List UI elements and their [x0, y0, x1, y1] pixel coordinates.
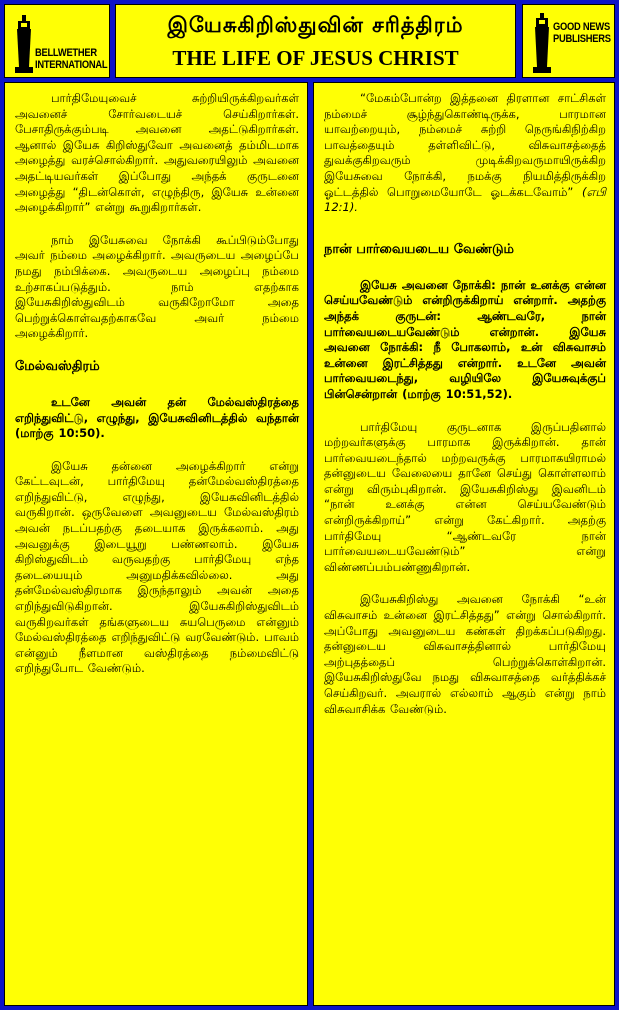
- right-column: [313, 82, 615, 1006]
- logo-left-text: BELLWETHER INTERNATIONAL: [35, 47, 108, 71]
- right-paragraph-3: பார்திமேயு குருடனாக இருப்பதினால் மற்றவர்களுக்கு பாரமாக இருக்கிறான். தான் பார்வையடைந்தால் மற்றவருக்கு பாரமாகயிராமல் தன்னுடைய வேலையை தானே செய்து கொள்ளலாம் என்று விரும்புகிறான். இயேசுகிறிஸ்து இவனிடம் “நான் உனக்கு என்ன செய்யவேண்டும் என்றிருக்கிறாய்” என்று கேட்கிறார். அதற்கு பார்திமேயு “ஆண்டவரே நான் பார்வையடையவேண்டும்” என்று விண்ணப்பம்பண்ணுகிறான்.: [324, 419, 606, 574]
- scripture-quote-mark-10-51: இயேசு அவனை நோக்கி: நான் உனக்கு என்ன செய்யவேண்டும் என்றிருக்கிறாய் என்றார். அதற்கு அந்தக் குருடன்: ஆண்டவரே, நான் பார்வையடையவேண்டும் என்றான். இயேசு அவனை நோக்கி: நீ போகலாம், உன் விசுவாசம் உன்னை இரட்சித்தது என்றார். உடனே அவன் பார்வையடைந்து, வழியிலே இயேசுவுக்குப் பின்சென்றான் (மாற்கு 10:51,52).: [324, 277, 606, 401]
- left-paragraph-2: நாம் இயேசுவை நோக்கி கூப்பிடும்போது அவர் நம்மை அழைக்கிறார். அவருடைய அழைப்பே நமது நம்பிக்கை. அவருடைய அழைப்பு நம்மை உற்சாகப்படுத்தும். நாம் எதற்காக இயேசுகிறிஸ்துவிடம் வருகிறோமோ அதை பெற்றுக்கொள்வதற்காகவே அவர் நம்மை அழைக்கிறார்.: [15, 232, 299, 341]
- section-heading-robe: மேல்வஸ்திரம்: [15, 358, 100, 374]
- good-news-publishers-logo: [522, 4, 615, 78]
- tower-icon: [533, 13, 551, 73]
- right-paragraph-4: இயேசுகிறிஸ்து அவனை நோக்கி “உன் விசுவாசம் உன்னை இரட்சித்தது” என்று சொல்கிறார். அப்போது அவனுடைய கண்கள் திறக்கப்படுகிறது. தன்னுடைய விசுவாசத்தினால் பார்திமேயு அற்புதத்தைப் பெற்றுக்கொள்கிறான். இயேசுகிறிஸ்துவே நமது விசுவாசத்தை வர்த்திக்கச் செய்கிறவர். அவரால் எல்லாம் ஆகும் என்று நாம் விசுவாசிக்க வேண்டும்.: [324, 592, 606, 716]
- logo-right-text: GOOD NEWS PUBLISHERS: [553, 21, 611, 45]
- scripture-quote-mark-10-50: உடனே அவன் தன் மேல்வஸ்திரத்தை எறிந்துவிட்டு, எழுந்து, இயேசுவினிடத்தில் வந்தான் (மாற்கு 10:50).: [15, 394, 299, 441]
- section-heading-sight: நான் பார்வையடைய வேண்டும்: [324, 241, 515, 257]
- bellwether-logo: [4, 4, 110, 78]
- left-paragraph-1: பார்திமேயுவைச் சுற்றியிருக்கிறவர்கள் அவனைச் சோர்வடையச் செய்கிறார்கள். பேசாதிருக்கும்படி அவனை அதட்டுகிறார்கள். ஆனால் இயேசு கிறிஸ்துவோ அவனைத் தம்மிடமாக அழைத்து வரச்சொல்கிறார். அதுவரையிலும் அவனை அதட்டியவர்கள் இப்போது அந்தக் குருடனை அழைத்து “திடன்கொள், எழுந்திரு, இயேசு உன்னை அழைக்கிறார்” என்று கூறுகிறார்கள்.: [15, 91, 299, 215]
- page-title-tamil: இயேசுகிறிஸ்துவின் சரித்திரம்: [167, 13, 464, 37]
- left-column: [4, 82, 308, 1006]
- left-paragraph-4: இயேசு தன்னை அழைக்கிறார் என்று கேட்டவுடன், பார்திமேயு தன்மேல்வஸ்திரத்தை எறிந்துவிட்டு, எழுந்து, இயேசுவினிடத்தில் வருகிறான். ஒருவேளை அவனுடைய மேல்வஸ்திரம் அவன் நடப்பதற்கு தடையாக இருக்கலாம். அது அவனுக்கு இடையூறு பண்ணலாம். இயேசு கிறிஸ்துவிடம் வருவதற்கு பார்திமேயு எந்த தடையையும் அனுமதிக்கவில்லை. அது தன்மேல்வஸ்திரமாக இருந்தாலும் அவன் அதை எறிந்துவிடுகிறான். இயேசுகிறிஸ்துவிடம் வருகிறவர்கள் தங்களுடைய சுயபெருமை என்னும் மேல்வஸ்திரத்தை எறிந்துவிட்டு வரவேண்டும். பாவம் என்னும் நீளமான வஸ்திரத்தை நம்மைவிட்டு எறிந்துபோட வேண்டும்.: [15, 458, 299, 676]
- hebrews-reference: (எபி 12:1).: [324, 184, 606, 215]
- bellwether-tower-icon: [15, 15, 33, 73]
- right-paragraph-1: [324, 91, 606, 216]
- hebrews-quote: “மேகம்போன்ற இத்தனை திரளான சாட்சிகள் நம்மைச் சூழ்ந்துகொண்டிருக்க, பாரமான யாவற்றையும், நம்மைச் சுற்றி நெருங்கிநிற்கிற பாவத்தையும் தள்ளிவிட்டு, விசுவாசத்தைத் துவக்குகிறவரும் முடிக்கிறவருமாயிருக்கிற இயேசுவை நோக்கி, நமக்கு நியமித்திருக்கிற ஓட்டத்தில் பொறுமையோடே ஓடக்கடவோம்”: [324, 91, 606, 199]
- page-title-english: THE LIFE OF JESUS CHRIST: [172, 46, 459, 70]
- title-banner: [115, 4, 516, 78]
